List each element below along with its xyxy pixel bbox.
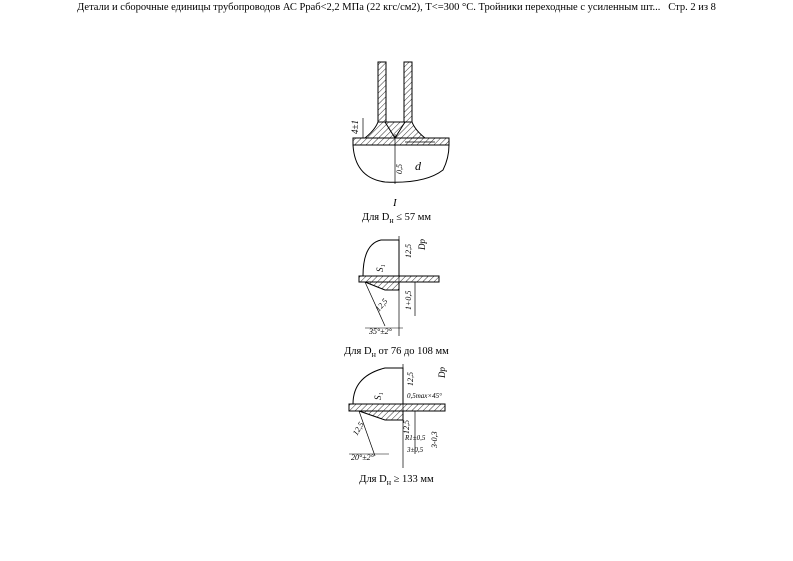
label-dim2: 3-0,3 [430,431,439,448]
label-rough-top: 12,5 [404,244,413,258]
label-angle: 35°±2° [369,327,392,336]
drawing-figure-3 [345,364,455,470]
pipe-wall [349,404,445,411]
label-rough-bottom: 12,5 [373,296,390,314]
label-s1: S₁ [375,264,385,272]
caption-figure-3: Для $D_н \ge 133$ мм [359,474,434,488]
drawing-figure-1 [345,58,455,208]
label-s1: S₁ [373,392,383,400]
label-radius: R1±0,5 [405,434,426,442]
nozzle-wall-right [404,62,412,122]
label-thickness: 4±1 [350,120,360,134]
view-mark: I [393,197,397,208]
drawing-figure-2 [355,236,445,342]
label-rough-mid: 12,5 [402,420,411,434]
caption-figure-2: Для $D_н$ от 76 до 108 мм [344,346,449,360]
label-dim1: 3±0,5 [407,446,424,454]
page-indicator: Стр. 2 из 8 [668,2,716,13]
label-rough-top: 12,5 [406,372,415,386]
label-rough-left: 12,5 [350,420,366,437]
nozzle-wall-left [378,62,386,122]
label-d: d [415,159,421,173]
document-title: Детали и сборочные единицы трубопроводов АС Рраб<2,2 МПа (22 кгс/см2), Т<=300 °С. Тройники переходные с усиленным шт... [77,2,661,13]
label-chamfer: 0,5max×45° [407,392,442,400]
document-header [0,2,793,13]
label-gap: 0,5 [395,164,404,174]
bevel [359,411,403,420]
label-dim: 1+0,5 [404,290,413,310]
caption-figure-1: Для $D_н \le 57$ мм [361,212,432,226]
pipe-wall [353,138,449,145]
label-dn: Dp [417,239,427,250]
label-angle: 20°±2° [351,453,374,462]
bevel [365,282,399,290]
label-dn: Dp [437,367,447,378]
